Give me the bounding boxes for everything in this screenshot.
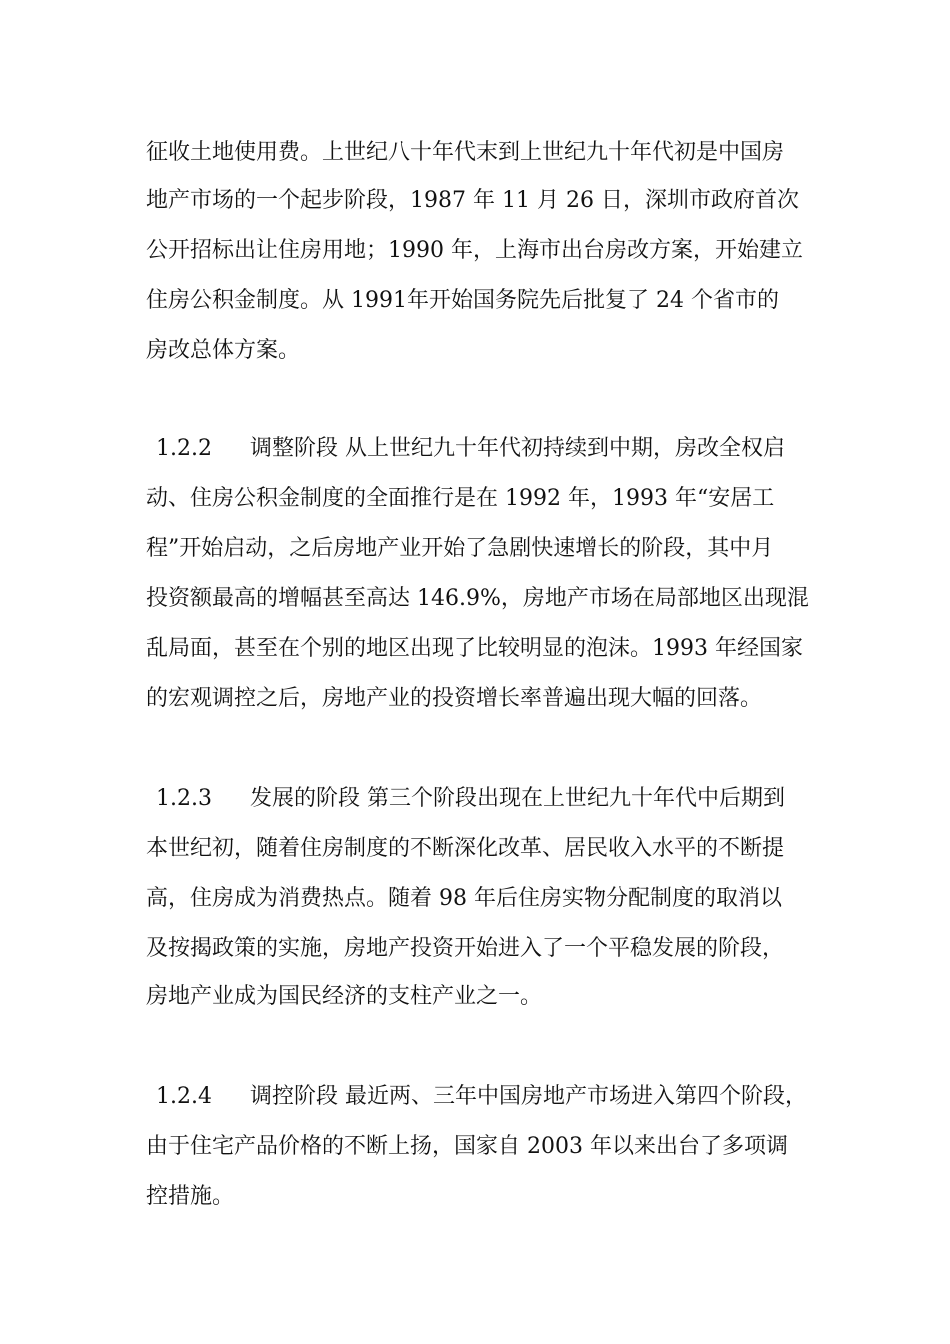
text-line: 高，住房成为消费热点。随着 98 年后住房实物分配制度的取消以 <box>146 886 782 911</box>
section-number: 1.2.3 <box>156 786 212 811</box>
text-line: 由于住宅产品价格的不断上扬，国家自 2003 年以来出台了多项调 <box>146 1134 788 1159</box>
text-line: 房改总体方案。 <box>146 338 301 363</box>
section-number: 1.2.2 <box>156 436 212 461</box>
text-line: 发展的阶段 第三个阶段出现在上世纪九十年代中后期到 <box>250 786 785 811</box>
text-line: 乱局面，甚至在个别的地区出现了比较明显的泡沫。1993 年经国家 <box>146 636 803 661</box>
section-heading-line <box>146 784 826 814</box>
text-line: 及按揭政策的实施，房地产投资开始进入了一个平稳发展的阶段， <box>146 936 785 961</box>
section-heading-line <box>146 434 826 464</box>
text-line: 征收土地使用费。上世纪八十年代末到上世纪九十年代初是中国房 <box>146 140 785 165</box>
text-line: 动、住房公积金制度的全面推行是在 1992 年，1993 年“安居工 <box>146 486 775 511</box>
text-line: 投资额最高的增幅甚至高达 146.9%，房地产市场在局部地区出现混 <box>146 586 809 611</box>
text-line: 住房公积金制度。从 1991年开始国务院先后批复了 24 个省市的 <box>146 288 779 313</box>
text-line: 的宏观调控之后，房地产业的投资增长率普遍出现大幅的回落。 <box>146 686 763 711</box>
text-line: 地产市场的一个起步阶段，1987 年 11 月 26 日，深圳市政府首次 <box>146 188 799 213</box>
text-line: 调整阶段 从上世纪九十年代初持续到中期，房改全权启 <box>250 436 785 461</box>
text-line: 公开招标出让住房用地；1990 年，上海市出台房改方案，开始建立 <box>146 238 803 263</box>
text-line: 调控阶段 最近两、三年中国房地产市场进入第四个阶段， <box>250 1084 807 1109</box>
section-number: 1.2.4 <box>156 1084 212 1109</box>
text-line: 本世纪初，随着住房制度的不断深化改革、居民收入水平的不断提 <box>146 836 785 861</box>
text-line: 控措施。 <box>146 1184 235 1209</box>
section-heading-line <box>146 1082 826 1112</box>
text-line: 程”开始启动，之后房地产业开始了急剧快速增长的阶段，其中月 <box>146 536 774 561</box>
text-line: 房地产业成为国民经济的支柱产业之一。 <box>146 984 543 1009</box>
